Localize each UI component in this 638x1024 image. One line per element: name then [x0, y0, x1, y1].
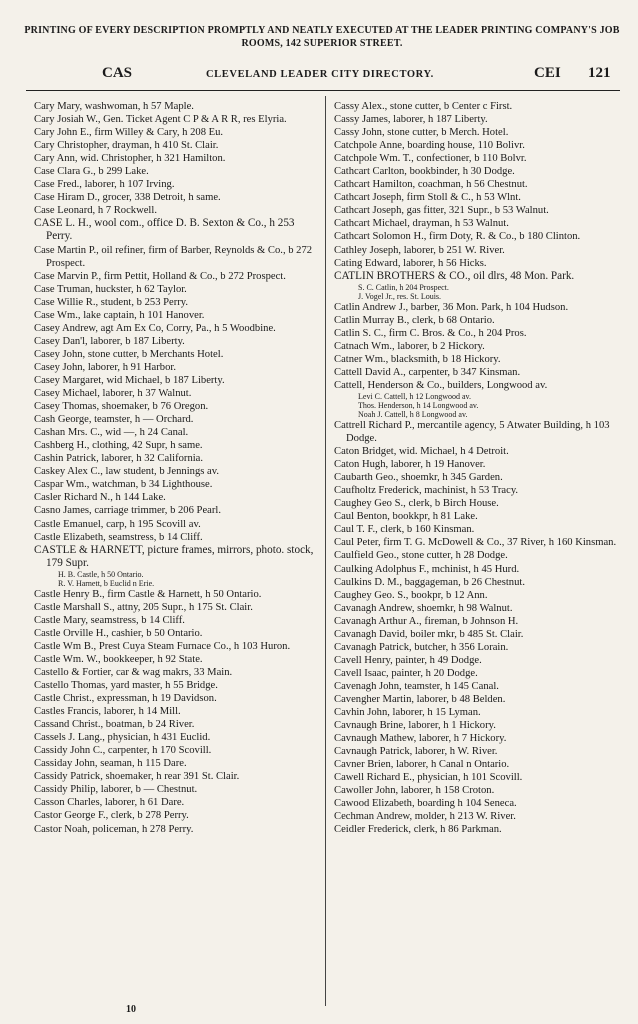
directory-entry: Casey Margaret, wid Michael, b 187 Liberty. [34, 374, 225, 386]
directory-entry: Cathcart Joseph, firm Stoll & C., h 53 Wlnt. [334, 192, 521, 204]
directory-entry: Cash George, teamster, h — Orchard. [34, 414, 194, 426]
directory-entry: Catlin Murray B., clerk, b 68 Ontario. [334, 314, 495, 326]
directory-title: CLEVELAND LEADER CITY DIRECTORY. [206, 69, 434, 80]
directory-entry: Castor Noah, policeman, h 278 Perry. [34, 823, 194, 835]
directory-entry: Castles Francis, laborer, h 14 Mill. [34, 706, 181, 718]
directory-entry: Cashberg H., clothing, 42 Supr, h same. [34, 440, 203, 452]
firm-member: J. Vogel Jr., res. St. Louis. [358, 291, 442, 301]
directory-entry: Cavnaugh Patrick, laborer, h W. River. [334, 746, 498, 758]
left-column [34, 100, 320, 836]
header-right-guide-word: CEI [534, 65, 561, 81]
directory-entry: Casey Michael, laborer, h 37 Walnut. [34, 388, 192, 400]
directory-entry: CASTLE & HARNETT, picture frames, mirrors, photo. stock, 179 Supr. [34, 543, 314, 569]
directory-entry: Caufholtz Frederick, machinist, h 53 Tracy. [334, 485, 519, 497]
directory-entry: Cavenagh John, teamster, h 145 Canal. [334, 680, 499, 692]
directory-entry: Cavhin John, laborer, h 15 Lyman. [334, 707, 481, 719]
directory-entry: Cattell, Henderson & Co., builders, Longwood av. [334, 379, 548, 391]
directory-entry: Ceidler Frederick, clerk, h 86 Parkman. [334, 824, 502, 836]
directory-entry: Cawoller John, laborer, h 158 Croton. [334, 785, 495, 797]
page-number: 121 [588, 65, 611, 81]
directory-entry: Caughey Geo. S., bookpr, b 12 Ann. [334, 589, 488, 601]
directory-entry: Castle Marshall S., attny, 205 Supr., h 175 St. Clair. [34, 601, 253, 613]
directory-entry: Cavengher Martin, laborer, b 48 Belden. [334, 693, 506, 705]
firm-member: Levi C. Cattell, h 12 Longwood av. [358, 391, 472, 401]
signature-mark: 10 [126, 1004, 136, 1015]
directory-entry: Cavell Isaac, painter, h 20 Dodge. [334, 667, 478, 679]
directory-entry: CASE L. H., wool com., office D. B. Sexton & Co., h 253 Perry. [34, 217, 295, 243]
directory-entry: Cathcart Joseph, gas fitter, 321 Supr., b 53 Walnut. [334, 205, 549, 217]
directory-entry: Case Hiram D., grocer, 338 Detroit, h same. [34, 192, 221, 204]
printing-advertisement-banner: PRINTING OF EVERY DESCRIPTION PROMPTLY AND NEATLY EXECUTED AT THE LEADER PRINTING COMPANY'S JOB ROOMS, 142 SUPERIOR STREET. [24, 25, 620, 49]
running-header [26, 65, 620, 87]
directory-entry: Cassiday John, seaman, h 115 Dare. [34, 758, 187, 770]
directory-entry: Castle Mary, seamstress, b 14 Cliff. [34, 614, 185, 626]
directory-entry: Caton Bridget, wid. Michael, h 4 Detroit. [334, 446, 509, 458]
directory-entry: Case Truman, huckster, h 62 Taylor. [34, 283, 187, 295]
directory-entry: Cassidy John C., carpenter, h 170 Scovill. [34, 745, 212, 757]
directory-entry: Cechman Andrew, molder, h 213 W. River. [334, 811, 516, 823]
directory-entry: Catchpole Wm. T., confectioner, b 110 Bolvr. [334, 153, 527, 165]
directory-entry: Cary John E., firm Willey & Cary, h 208 Eu. [34, 127, 224, 139]
directory-entry: Cathcart Carlton, bookbinder, h 30 Dodge. [334, 166, 515, 178]
directory-entry: Caulfield Geo., stone cutter, h 28 Dodge. [334, 550, 508, 562]
directory-entry: Casey Thomas, shoemaker, b 76 Oregon. [34, 401, 209, 413]
firm-member: R. V. Harnett, b Euclid n Erie. [58, 578, 155, 588]
directory-entry: Cawood Elizabeth, boarding h 104 Seneca. [334, 798, 517, 810]
directory-entry: Caul Benton, bookkpr, h 81 Lake. [334, 511, 478, 523]
directory-entry: Cassand Christ., boatman, b 24 River. [34, 719, 195, 731]
directory-entry: Cavell Henry, painter, h 49 Dodge. [334, 654, 482, 666]
directory-entry: Case Martin P., oil refiner, firm of Barber, Reynolds & Co., b 272 Prospect. [34, 244, 313, 269]
directory-entry: Catlin Andrew J., barber, 36 Mon. Park, h 104 Hudson. [334, 301, 569, 313]
directory-entry: Castle Orville H., cashier, b 50 Ontario. [34, 627, 203, 639]
directory-entry: Caubarth Geo., shoemkr, h 345 Garden. [334, 472, 503, 484]
right-column [334, 100, 620, 836]
directory-entry: Caughey Geo S., clerk, b Birch House. [334, 498, 499, 510]
directory-entry: Caulking Adolphus F., mchinist, h 45 Hurd. [334, 563, 520, 575]
directory-entry: Cavnaugh Brine, laborer, h 1 Hickory. [334, 720, 496, 732]
directory-entry: Casey Dan'l, laborer, b 187 Liberty. [34, 335, 185, 347]
directory-entry: Casler Richard N., h 144 Lake. [34, 492, 166, 504]
directory-entry: Cathley Joseph, laborer, b 251 W. River. [334, 244, 505, 256]
directory-entry: Case Wm., lake captain, h 101 Hanover. [34, 309, 205, 321]
directory-entry: Caulkins D. M., baggageman, b 26 Chestnut. [334, 576, 525, 588]
directory-entry: Catner Wm., blacksmith, b 18 Hickory. [334, 353, 501, 365]
firm-member: Noah J. Cattell, h 8 Longwood av. [358, 409, 468, 419]
directory-entry: Caspar Wm., watchman, b 34 Lighthouse. [34, 479, 213, 491]
header-left-guide-word: CAS [102, 65, 133, 81]
directory-entry: Case Marvin P., firm Pettit, Holland & Co., b 272 Prospect. [34, 270, 286, 282]
directory-entry: Cathcart Michael, drayman, h 53 Walnut. [334, 218, 509, 230]
directory-entry: Cavanagh Andrew, shoemkr, h 98 Walnut. [334, 602, 513, 614]
directory-entry: Cavner Brien, laborer, h Canal n Ontario. [334, 759, 510, 771]
directory-entry: CATLIN BROTHERS & CO., oil dlrs, 48 Mon. Park. [334, 269, 575, 282]
directory-entry: Cating Edward, laborer, h 56 Hicks. [334, 257, 487, 269]
directory-entry: Catchpole Anne, boarding house, 110 Bolivr. [334, 140, 525, 152]
directory-entry: Cawell Richard E., physician, h 101 Scovill. [334, 772, 523, 784]
directory-entry: Castle Henry B., firm Castle & Harnett, h 50 Ontario. [34, 588, 262, 600]
directory-entry: Castle Christ., expressman, h 19 Davidson. [34, 693, 217, 705]
directory-entry: Cassidy Patrick, shoemaker, h rear 391 St. Clair. [34, 771, 240, 783]
directory-entry: Cassy James, laborer, h 187 Liberty. [334, 114, 488, 126]
directory-entry: Casey John, stone cutter, b Merchants Hotel. [34, 348, 224, 360]
directory-entry: Case Clara G., b 299 Lake. [34, 166, 149, 178]
directory-entry: Castello Thomas, yard master, h 55 Bridge. [34, 680, 218, 692]
directory-entry: Cashin Patrick, laborer, h 32 California. [34, 453, 204, 465]
directory-entry: Cary Josiah W., Gen. Ticket Agent C P & A R R, res Elyria. [34, 114, 287, 126]
directory-entry: Cavanagh Patrick, butcher, h 356 Lorain. [334, 641, 509, 653]
header-rule [26, 90, 620, 91]
directory-entry: Caton Hugh, laborer, h 19 Hanover. [334, 459, 486, 471]
directory-entry: Casey Andrew, agt Am Ex Co, Corry, Pa., h 5 Woodbine. [34, 322, 276, 334]
directory-entry: Cassidy Philip, laborer, b — Chestnut. [34, 784, 198, 796]
directory-entry: Case Willie R., student, b 253 Perry. [34, 296, 189, 308]
directory-entry: Casno James, carriage trimmer, b 206 Pearl. [34, 505, 221, 517]
directory-entry: Cassy Alex., stone cutter, b Center c First. [334, 101, 513, 112]
directory-entry: Cary Christopher, drayman, h 410 St. Clair. [34, 140, 219, 152]
directory-entry: Castle Emanuel, carp, h 195 Scovill av. [34, 518, 201, 530]
directory-entry: Caskey Alex C., law student, b Jennings av. [34, 466, 219, 478]
directory-entry: Casey John, laborer, h 91 Harbor. [34, 361, 176, 373]
directory-entry: Caul T. F., clerk, b 160 Kinsman. [334, 524, 475, 536]
firm-member: Thos. Henderson, h 14 Longwood av. [358, 400, 479, 410]
directory-entry: Case Fred., laborer, h 107 Irving. [34, 179, 175, 191]
directory-entry: Cashan Mrs. C., wid —, h 24 Canal. [34, 427, 189, 439]
directory-entry: Cattrell Richard P., mercantile agency, 5 Atwater Building, h 103 Dodge. [334, 419, 610, 445]
directory-entry: Case Leonard, h 7 Rockwell. [34, 205, 157, 217]
directory-entry: Castor George F., clerk, b 278 Perry. [34, 810, 189, 822]
directory-entry: Catlin S. C., firm C. Bros. & Co., h 204 Pros. [334, 327, 527, 339]
directory-entry: Castello & Fortier, car & wag makrs, 33 Main. [34, 666, 233, 678]
directory-entry: Cassels J. Lang., physician, h 431 Euclid. [34, 732, 211, 744]
firm-member: H. B. Castle, h 50 Ontario. [58, 569, 144, 579]
directory-entry: Cary Mary, washwoman, h 57 Maple. [34, 101, 194, 112]
column-divider [325, 96, 326, 1006]
directory-entry: Cattell David A., carpenter, b 347 Kinsman. [334, 366, 521, 378]
directory-entry: Cary Ann, wid. Christopher, h 321 Hamilton. [34, 153, 226, 165]
directory-entry: Cathcart Hamilton, coachman, h 56 Chestnut. [334, 179, 528, 191]
directory-entry: Caul Peter, firm T. G. McDowell & Co., 37 River, h 160 Kinsman. [334, 537, 617, 549]
directory-entry: Cassy John, stone cutter, b Merch. Hotel. [334, 127, 509, 139]
directory-entry: Castle Wm. W., bookkeeper, h 92 State. [34, 653, 203, 665]
directory-entry: Cavanagh Arthur A., fireman, b Johnson H. [334, 615, 519, 627]
firm-member: S. C. Catlin, h 204 Prospect. [358, 282, 449, 292]
directory-entry: Cavnaugh Mathew, laborer, h 7 Hickory. [334, 733, 507, 745]
directory-entry: Casson Charles, laborer, h 61 Dare. [34, 797, 185, 809]
directory-entry: Castle Wm B., Prest Cuya Steam Furnace Co., h 103 Huron. [34, 640, 291, 652]
directory-entry: Cavanagh David, boiler mkr, b 485 St. Clair. [334, 628, 524, 640]
directory-entry: Catnach Wm., laborer, b 2 Hickory. [334, 340, 485, 352]
directory-entry: Castle Elizabeth, seamstress, b 14 Cliff. [34, 531, 203, 543]
directory-entry: Cathcart Solomon H., firm Doty, R. & Co., b 180 Clinton. [334, 231, 581, 243]
